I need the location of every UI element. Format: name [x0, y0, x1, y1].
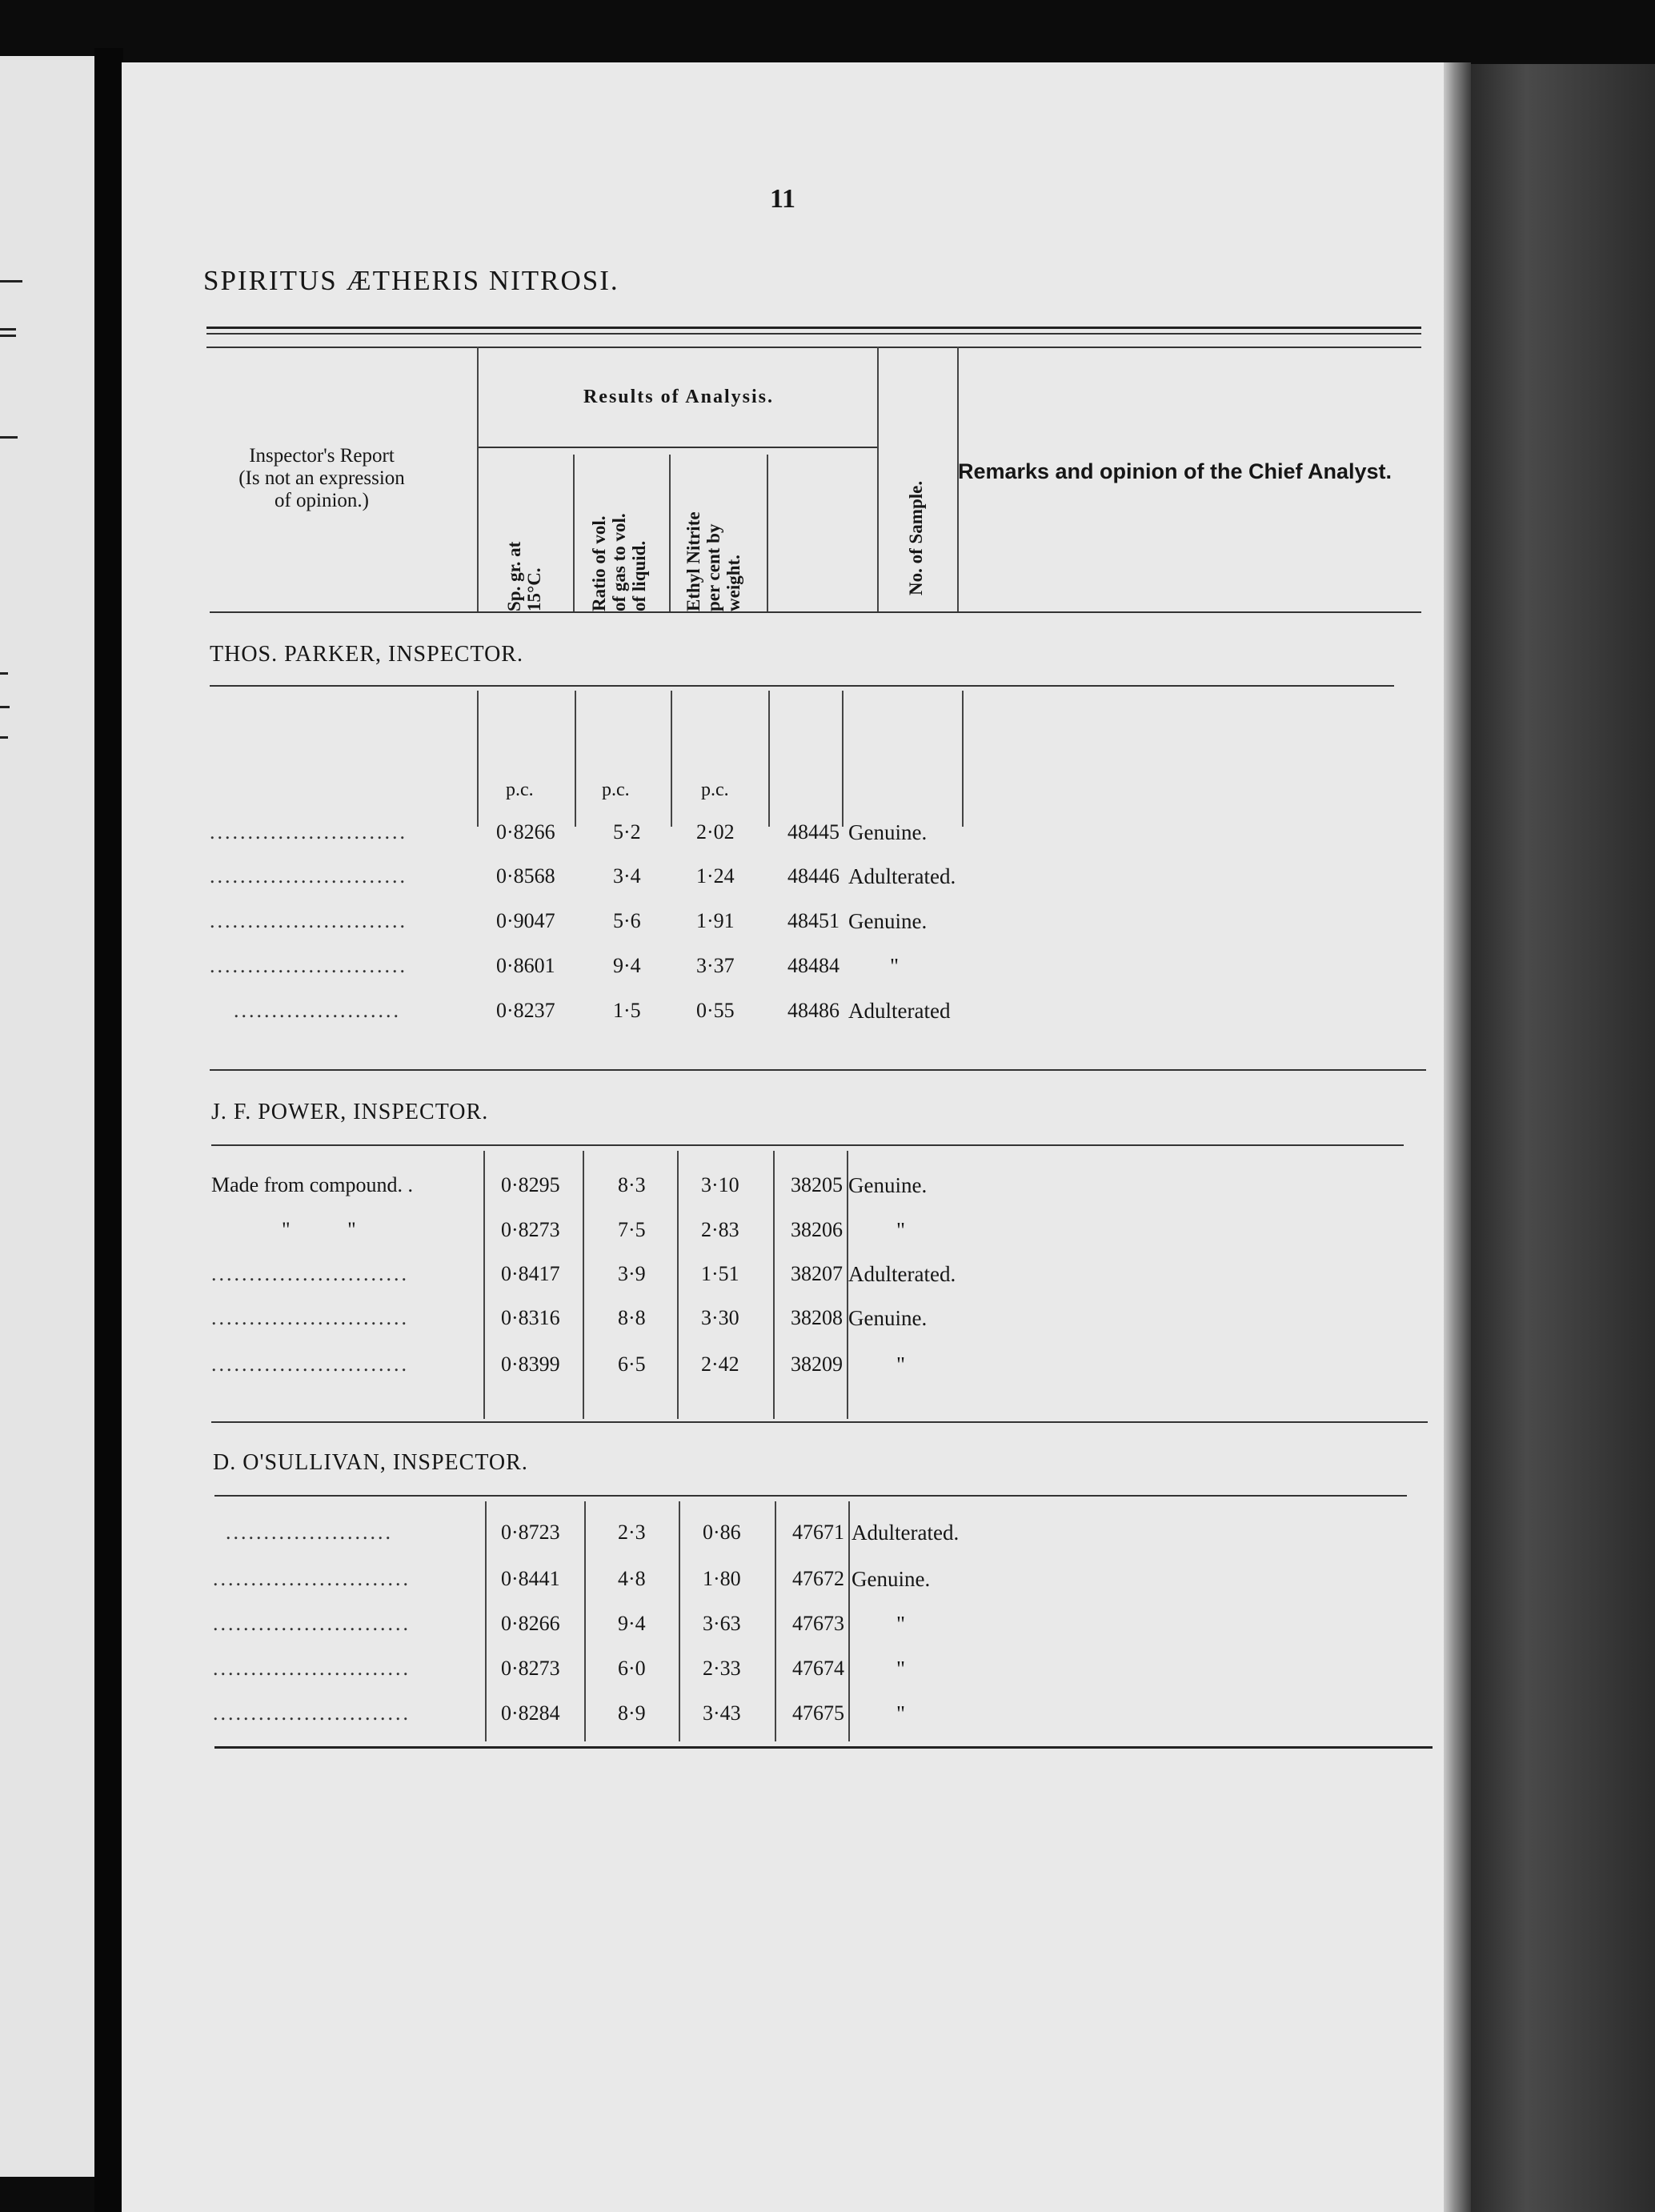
- row-sample: 48484: [787, 954, 840, 977]
- row-remark: ": [896, 1612, 906, 1636]
- row-report: ..........................: [213, 1612, 411, 1635]
- row-sp-gr: 0·8273: [501, 1657, 560, 1680]
- header-inspector-report: Inspector's Report (Is not an expression of opinion.): [238, 445, 405, 511]
- row-report: ..........................: [211, 1306, 409, 1329]
- row-ethyl: 2·42: [701, 1352, 739, 1376]
- row-ethyl: 3·37: [696, 954, 735, 977]
- section-title-parker: THOS. PARKER, INSPECTOR.: [210, 642, 523, 667]
- row-report: ..........................: [210, 864, 407, 888]
- row-ratio: 8·3: [618, 1173, 646, 1196]
- row-ethyl: 0·55: [696, 999, 735, 1022]
- header-remarks: Remarks and opinion of the Chief Analyst.: [957, 459, 1393, 483]
- row-ratio: 9·4: [618, 1612, 646, 1635]
- row-remark: Genuine.: [848, 909, 928, 933]
- row-sp-gr: 0·8266: [501, 1612, 560, 1635]
- row-ethyl: 1·24: [696, 864, 735, 888]
- document-page: [122, 62, 1444, 2212]
- row-ethyl: 2·83: [701, 1218, 739, 1241]
- row-sp-gr: 0·8266: [496, 820, 555, 844]
- row-sp-gr: 0·8441: [501, 1567, 560, 1590]
- row-report: " ": [282, 1218, 356, 1241]
- row-remark: ": [896, 1352, 906, 1376]
- unit-sp-gr: p.c.: [506, 779, 534, 800]
- section-title-power: J. F. POWER, INSPECTOR.: [211, 1100, 489, 1124]
- row-sample: 47675: [792, 1701, 844, 1725]
- row-sample: 38208: [791, 1306, 843, 1329]
- unit-ratio: p.c.: [602, 779, 630, 800]
- page-edge-shadow: [1444, 62, 1471, 2212]
- book-cover: [1471, 64, 1655, 2212]
- row-ratio: 1·5: [613, 999, 641, 1022]
- row-remark: Genuine.: [848, 1306, 928, 1330]
- row-report: ..........................: [210, 954, 407, 977]
- row-report: ......................: [234, 999, 401, 1022]
- row-report: ..........................: [210, 820, 407, 844]
- row-sample: 47672: [792, 1567, 844, 1590]
- header-sample-no: No. of Sample.: [906, 480, 926, 595]
- row-ethyl: 3·63: [703, 1612, 741, 1635]
- row-ethyl: 1·80: [703, 1567, 741, 1590]
- row-remark: Adulterated.: [848, 864, 956, 888]
- row-sample: 38206: [791, 1218, 843, 1241]
- row-sp-gr: 0·8295: [501, 1173, 560, 1196]
- row-ratio: 7·5: [618, 1218, 646, 1241]
- row-sample: 48445: [787, 820, 840, 844]
- row-sp-gr: 0·8273: [501, 1218, 560, 1241]
- row-ethyl: 2·33: [703, 1657, 741, 1680]
- row-sp-gr: 0·8284: [501, 1701, 560, 1725]
- row-ethyl: 3·30: [701, 1306, 739, 1329]
- row-ethyl: 2·02: [696, 820, 735, 844]
- row-sample: 47673: [792, 1612, 844, 1635]
- row-report: ......................: [226, 1521, 393, 1544]
- row-ratio: 2·3: [618, 1521, 646, 1544]
- row-sp-gr: 0·8316: [501, 1306, 560, 1329]
- header-ethyl-nitrite: Ethyl Nitrite per cent by weight.: [683, 511, 743, 611]
- row-sp-gr: 0·8601: [496, 954, 555, 977]
- row-remark: Genuine.: [848, 820, 928, 844]
- row-ethyl: 3·10: [701, 1173, 739, 1196]
- row-sample: 48451: [787, 909, 840, 932]
- row-sp-gr: 0·8399: [501, 1352, 560, 1376]
- row-sample: 48446: [787, 864, 840, 888]
- row-report: ..........................: [211, 1262, 409, 1285]
- row-sp-gr: 0·8237: [496, 999, 555, 1022]
- row-ratio: 4·8: [618, 1567, 646, 1590]
- header-ratio: Ratio of vol. of gas to vol. of liquid.: [589, 513, 649, 611]
- header-results-of-analysis: Results of Analysis.: [583, 387, 775, 407]
- row-sample: 38209: [791, 1352, 843, 1376]
- row-ratio: 9·4: [613, 954, 641, 977]
- row-remark: ": [896, 1657, 906, 1681]
- row-ethyl: 1·91: [696, 909, 735, 932]
- book-spine: [94, 48, 123, 2212]
- row-ratio: 8·9: [618, 1701, 646, 1725]
- row-ratio: 3·9: [618, 1262, 646, 1285]
- row-report: ..........................: [213, 1657, 411, 1680]
- row-remark: Genuine.: [848, 1173, 928, 1197]
- row-sample: 38207: [791, 1262, 843, 1285]
- row-sp-gr: 0·8723: [501, 1521, 560, 1544]
- row-remark: ": [896, 1701, 906, 1725]
- row-ratio: 5·2: [613, 820, 641, 844]
- row-report: Made from compound. .: [211, 1173, 414, 1196]
- row-remark: Genuine.: [852, 1567, 931, 1591]
- row-ratio: 6·5: [618, 1352, 646, 1376]
- row-report: ..........................: [213, 1567, 411, 1590]
- row-sp-gr: 0·8417: [501, 1262, 560, 1285]
- row-ethyl: 1·51: [701, 1262, 739, 1285]
- row-ratio: 8·8: [618, 1306, 646, 1329]
- row-ethyl: 0·86: [703, 1521, 741, 1544]
- page-number: 11: [769, 184, 796, 214]
- unit-ethyl: p.c.: [701, 779, 729, 800]
- row-sample: 47674: [792, 1657, 844, 1680]
- row-remark: Adulterated.: [852, 1521, 960, 1545]
- row-report: ..........................: [210, 909, 407, 932]
- page-title: SPIRITUS ÆTHERIS NITROSI.: [203, 265, 619, 296]
- row-sp-gr: 0·8568: [496, 864, 555, 888]
- row-remark: Adulterated.: [848, 1262, 956, 1286]
- row-remark: Adulterated: [848, 999, 951, 1023]
- row-sp-gr: 0·9047: [496, 909, 555, 932]
- row-ratio: 3·4: [613, 864, 641, 888]
- row-ethyl: 3·43: [703, 1701, 741, 1725]
- row-remark: ": [890, 954, 900, 978]
- row-ratio: 6·0: [618, 1657, 646, 1680]
- left-page-edge: [0, 56, 94, 2177]
- row-sample: 47671: [792, 1521, 844, 1544]
- row-sample: 38205: [791, 1173, 843, 1196]
- section-title-osullivan: D. O'SULLIVAN, INSPECTOR.: [213, 1450, 528, 1475]
- row-report: ..........................: [213, 1701, 411, 1725]
- row-sample: 48486: [787, 999, 840, 1022]
- header-sp-gr: Sp. gr. at 15°C.: [504, 541, 544, 611]
- row-ratio: 5·6: [613, 909, 641, 932]
- row-remark: ": [896, 1218, 906, 1242]
- row-report: ..........................: [211, 1352, 409, 1376]
